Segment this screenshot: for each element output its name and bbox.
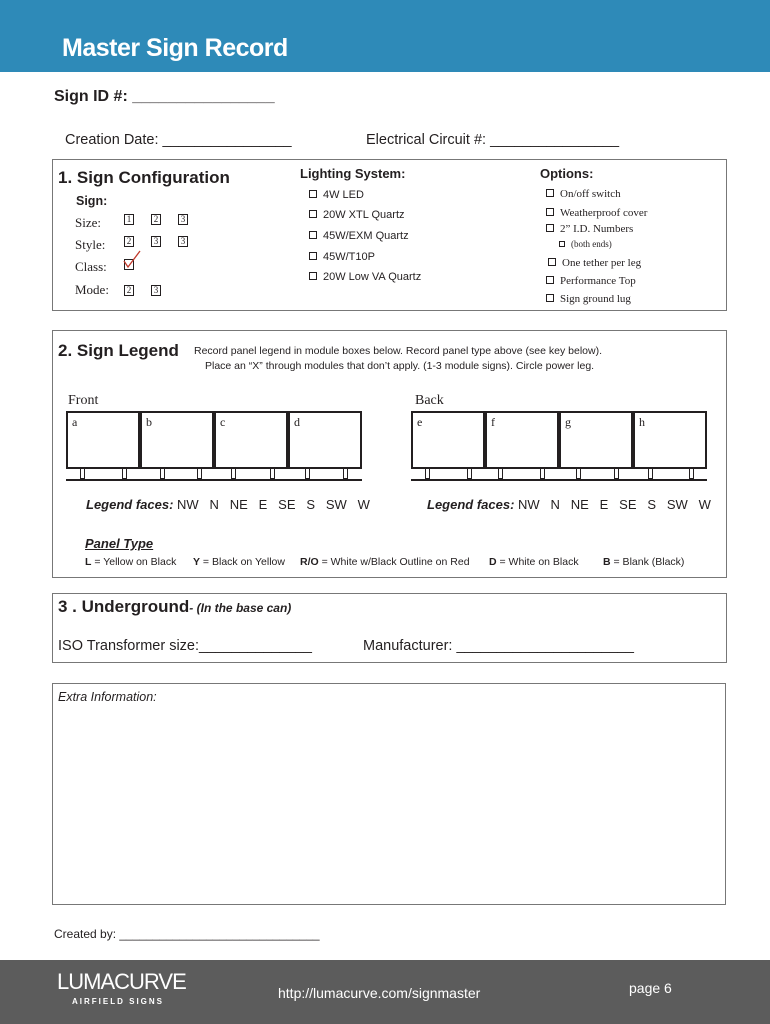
checkbox-icon[interactable]: [546, 189, 554, 197]
front-lug: [122, 469, 127, 479]
extra-information-box[interactable]: [52, 683, 726, 905]
front-lug: [80, 469, 85, 479]
back-base-line: [411, 479, 707, 481]
checkbox-icon[interactable]: [546, 208, 554, 216]
front-lug: [231, 469, 236, 479]
front-module-c[interactable]: c: [214, 411, 288, 469]
option-item[interactable]: Weatherproof cover: [546, 207, 647, 219]
electrical-circuit-field[interactable]: Electrical Circuit #: ________________: [366, 132, 620, 148]
section-3-title: 3 . Underground- (In the base can): [58, 597, 292, 616]
lighting-option[interactable]: 20W Low VA Quartz: [309, 271, 421, 283]
size-option-3[interactable]: 3: [178, 214, 188, 225]
back-lug: [689, 469, 694, 479]
mode-option-3[interactable]: 3: [151, 285, 161, 296]
mode-option-2[interactable]: 2: [124, 285, 134, 296]
checkbox-icon[interactable]: [546, 276, 554, 284]
back-lug: [614, 469, 619, 479]
panel-type-heading: Panel Type: [85, 536, 154, 551]
front-module-a[interactable]: a: [66, 411, 140, 469]
option-item[interactable]: 2” I.D. Numbers: [546, 223, 633, 235]
panel-type-l: L = Yellow on Black: [85, 556, 177, 568]
back-lug: [576, 469, 581, 479]
style-option-3a[interactable]: 3: [151, 236, 161, 247]
checkbox-icon[interactable]: [548, 258, 556, 266]
front-label: Front: [68, 393, 99, 408]
lighting-option[interactable]: 20W XTL Quartz: [309, 209, 405, 221]
front-lug: [270, 469, 275, 479]
page-title: Master Sign Record: [62, 34, 288, 62]
size-label: Size:: [75, 215, 101, 230]
checkbox-icon[interactable]: [309, 210, 317, 218]
legend-faces-values[interactable]: NW N NE E SE S SW W: [518, 497, 711, 512]
section-1-title: 1. Sign Configuration: [58, 168, 230, 187]
legend-faces-label: Legend faces:: [427, 497, 515, 512]
checkbox-icon[interactable]: [309, 252, 317, 260]
front-legend-faces: [86, 497, 370, 512]
sign-id-field[interactable]: Sign ID #: ________________: [54, 88, 275, 105]
footer-url-link[interactable]: http://lumacurve.com/signmaster: [278, 985, 481, 1001]
panel-type-d: D = White on Black: [489, 556, 579, 568]
back-module-e[interactable]: e: [411, 411, 485, 469]
back-lug: [648, 469, 653, 479]
options-heading: Options:: [540, 166, 594, 181]
front-lug: [197, 469, 202, 479]
checkbox-icon[interactable]: [546, 294, 554, 302]
panel-type-ro: R/O = White w/Black Outline on Red: [300, 556, 470, 568]
creation-date-field[interactable]: Creation Date: ________________: [65, 132, 292, 148]
front-module-b[interactable]: b: [140, 411, 214, 469]
option-item[interactable]: One tether per leg: [548, 257, 641, 269]
front-lug: [343, 469, 348, 479]
lighting-option[interactable]: 45W/EXM Quartz: [309, 230, 409, 242]
lumacurve-logo-subtitle: AIRFIELD SIGNS: [72, 997, 165, 1006]
legend-instruction-2: Place an “X” through modules that don’t apply. (1-3 module signs). Circle power leg.: [205, 360, 595, 372]
back-module-h[interactable]: h: [633, 411, 707, 469]
back-module-f[interactable]: f: [485, 411, 559, 469]
checkmark-icon: [120, 249, 142, 271]
back-lug: [425, 469, 430, 479]
size-option-2[interactable]: 2: [151, 214, 161, 225]
front-lug: [160, 469, 165, 479]
checkbox-icon[interactable]: [309, 272, 317, 280]
checkbox-icon[interactable]: [559, 241, 565, 247]
legend-instruction-1: Record panel legend in module boxes below. Record panel type above (see key below).: [194, 345, 603, 357]
legend-faces-label: Legend faces:: [86, 497, 174, 512]
back-lug: [467, 469, 472, 479]
checkbox-icon[interactable]: [546, 224, 554, 232]
created-by-field[interactable]: Created by: ______________________________: [54, 927, 320, 941]
front-base-line: [66, 479, 362, 481]
checkbox-icon[interactable]: [309, 231, 317, 239]
lighting-option[interactable]: 45W/T10P: [309, 251, 375, 263]
style-option-3b[interactable]: 3: [178, 236, 188, 247]
back-legend-faces: [427, 497, 711, 512]
lumacurve-logo: LUMACURVE: [57, 969, 186, 994]
front-lug: [305, 469, 310, 479]
iso-transformer-field[interactable]: ISO Transformer size:______________: [58, 638, 312, 654]
option-item[interactable]: Sign ground lug: [546, 293, 631, 305]
lighting-option[interactable]: 4W LED: [309, 189, 364, 201]
lighting-system-heading: Lighting System:: [300, 166, 406, 181]
option-sub-item[interactable]: (both ends): [559, 239, 612, 249]
extra-information-label: Extra Information:: [58, 690, 157, 704]
back-label: Back: [415, 393, 444, 408]
style-option-2[interactable]: 2: [124, 236, 134, 247]
sign-heading: Sign:: [76, 194, 108, 208]
manufacturer-field[interactable]: Manufacturer: ______________________: [363, 638, 634, 654]
option-item[interactable]: Performance Top: [546, 275, 636, 287]
panel-type-y: Y = Black on Yellow: [193, 556, 285, 568]
class-label: Class:: [75, 259, 107, 274]
size-option-1[interactable]: 1: [124, 214, 134, 225]
section-2-title: 2. Sign Legend: [58, 341, 179, 360]
front-module-d[interactable]: d: [288, 411, 362, 469]
back-lug: [540, 469, 545, 479]
option-item[interactable]: On/off switch: [546, 188, 621, 200]
legend-faces-values[interactable]: NW N NE E SE S SW W: [177, 497, 370, 512]
style-label: Style:: [75, 237, 106, 252]
back-lug: [498, 469, 503, 479]
page-number: page 6: [629, 980, 672, 996]
back-module-g[interactable]: g: [559, 411, 633, 469]
panel-type-b: B = Blank (Black): [603, 556, 685, 568]
checkbox-icon[interactable]: [309, 190, 317, 198]
mode-label: Mode:: [75, 282, 109, 297]
